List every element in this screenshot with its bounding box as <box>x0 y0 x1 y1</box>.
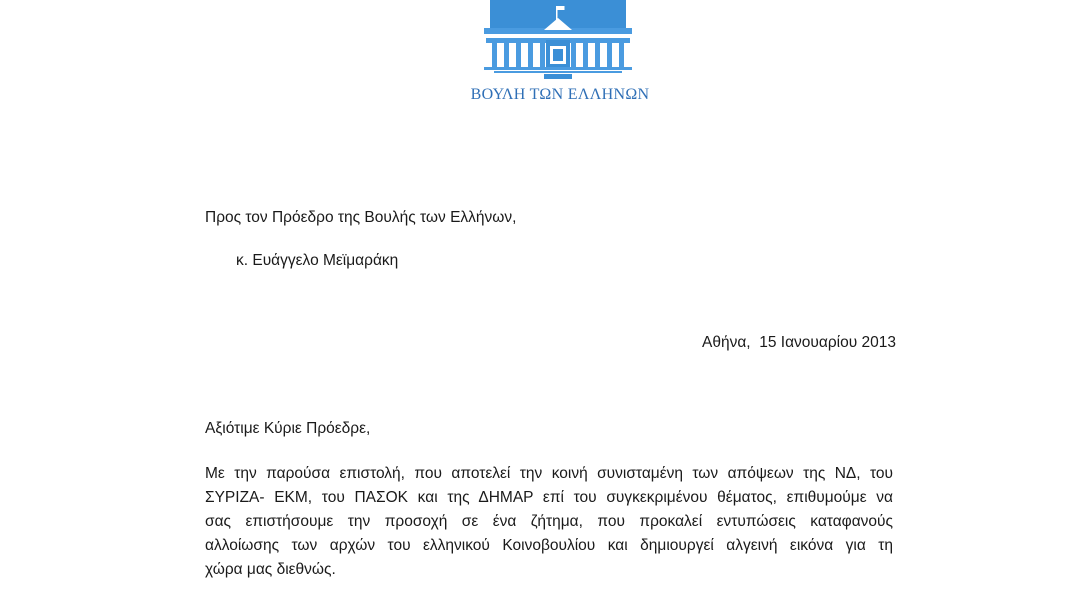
recipient-name: κ. Ευάγγελο Μεϊμαράκη <box>236 252 399 269</box>
organization-name: ΒΟΥΛΗ ΤΩΝ ΕΛΛΗΝΩΝ <box>470 86 650 103</box>
body-paragraph <box>205 462 893 582</box>
letter-date: Αθήνα, 15 Ιανουαρίου 2013 <box>702 334 896 351</box>
body-line: σας επιστήσουμε την προσοχή σε ένα ζήτημα, που προκαλεί εντυπώσεις καταφανούς <box>205 513 893 530</box>
parliament-building-icon <box>484 0 632 80</box>
salutation: Αξιότιμε Κύριε Πρόεδρε, <box>205 420 371 437</box>
body-line: Με την παρούσα επιστολή, που αποτελεί την κοινή συνισταμένη των απόψεων της ΝΔ, του <box>205 465 893 482</box>
body-line: ΣΥΡΙΖΑ- ΕΚΜ, του ΠΑΣΟΚ και της ΔΗΜΑΡ επί του συγκεκριμένου θέματος, επιθυμούμε να <box>205 489 893 506</box>
body-line: αλλοίωσης των αρχών του ελληνικού Κοινοβουλίου και δημιουργεί αλγεινή εικόνα για τη <box>205 537 893 554</box>
body-line: χώρα μας διεθνώς. <box>205 561 336 578</box>
parliament-logo <box>484 0 632 80</box>
addressee-line: Προς τον Πρόεδρο της Βουλής των Ελλήνων, <box>205 209 517 226</box>
